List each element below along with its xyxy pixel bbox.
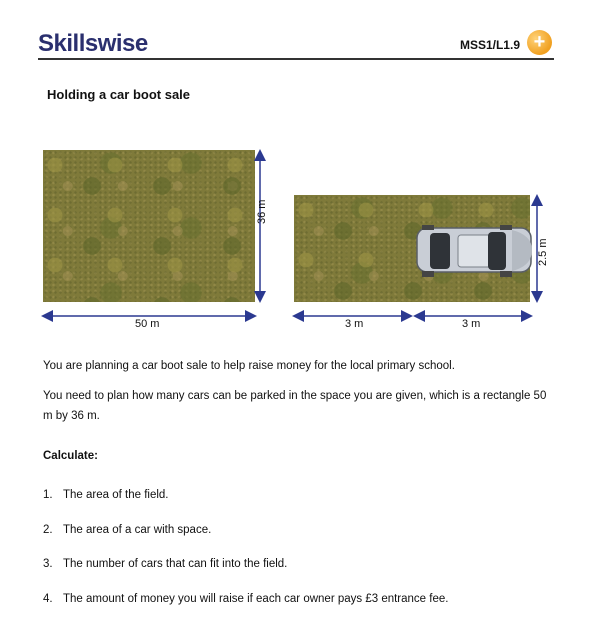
list-item: 2. The area of a car with space. <box>43 524 212 536</box>
plus-icon[interactable]: + <box>527 30 552 55</box>
list-item: 1. The area of the field. <box>43 489 169 501</box>
list-item: 3. The number of cars that can fit into the field. <box>43 558 288 570</box>
skillswise-logo: Skillswise <box>38 30 148 57</box>
space-width-label-1: 3 m <box>345 318 364 330</box>
field-width-label: 50 m <box>135 318 160 330</box>
field-height-label: 36 m <box>256 199 268 224</box>
calculate-heading: Calculate: <box>43 450 98 462</box>
task-paragraph: You need to plan how many cars can be parked in the space you are given, which is a rectangle 50 m by 36 m. <box>43 390 547 422</box>
page-title: Holding a car boot sale <box>47 87 191 102</box>
worksheet-code: MSS1/L1.9 <box>459 38 520 52</box>
space-width-label-2: 3 m <box>462 318 481 330</box>
intro-paragraph: You are planning a car boot sale to help raise money for the local primary school. <box>43 360 455 372</box>
list-item: 4. The amount of money you will raise if each car owner pays £3 entrance fee. <box>43 593 449 605</box>
space-height-label: 2.5 m <box>537 238 549 266</box>
